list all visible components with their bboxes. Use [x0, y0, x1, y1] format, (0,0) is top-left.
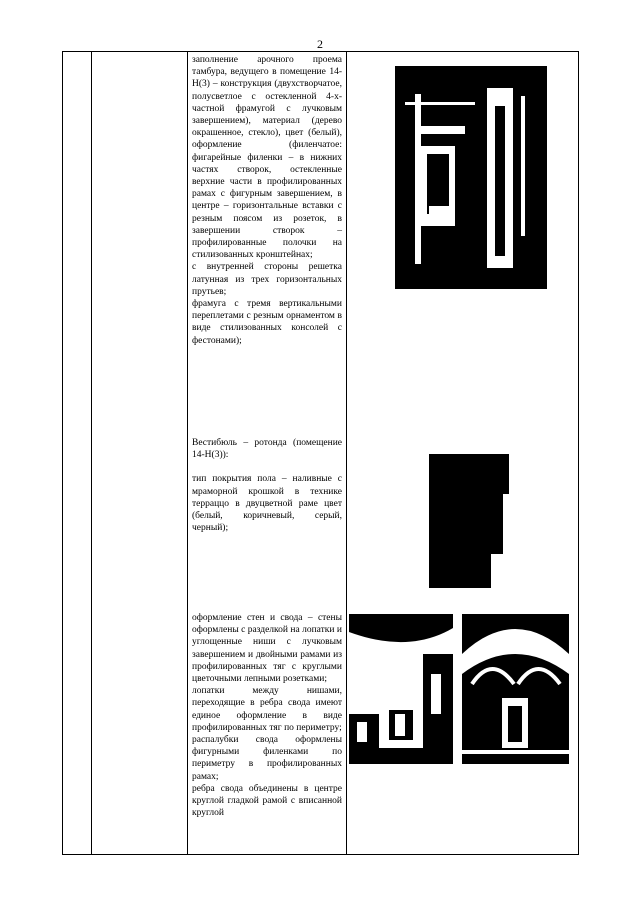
vault-photo-right: [462, 614, 569, 764]
paragraph: фрамуга с тремя вертикальными переплетами с резным орнаментом в виде стилизованных консолей с фестонами);: [192, 299, 342, 346]
floor-photo: [429, 454, 509, 588]
paragraph: лопатки между нишами, переходящие в ребра свода имеют единое оформление в виде профилированных тяг по периметру;: [192, 686, 342, 733]
table-column-divider: [91, 52, 92, 854]
table-column-divider: [187, 52, 188, 854]
walls-description: [192, 612, 342, 819]
paragraph: заполнение арочного проема тамбура, ведущего в помещение 14-Н(3) – конструкция (двухстворчатое, полусветлое с остекленной 4-х-частной фрамугой с лучковым завершением), материал (дерево окрашенное, стекло), цвет (белый), оформление (филенчатое: фигарейные филенки – в нижних частях створок, остекленные верхние части в профилированных рамах с фигурным завершением, в центре – горизонтальные вставки с резным поясом из розеток, в завершении створок – профилированные полочки на стилизованных кронштейнах;: [192, 55, 342, 261]
page-number: 2: [317, 37, 323, 51]
floor-description: тип покрытия пола – наливные с мраморной крошкой в технике терраццо в двуцветной раме цвет (белый, коричневый, серый, черный);: [192, 474, 342, 534]
vestibule-section: [192, 437, 342, 534]
section-title: Вестибюль – ротонда (помещение 14-Н(3)):: [192, 438, 342, 461]
vault-photo-left: [349, 614, 453, 764]
paragraph: с внутренней стороны решетка латунная из трех горизонтальных прутьев;: [192, 262, 342, 297]
paragraph: распалубки свода оформлены фигурными филенками по периметру в профилированных рамах;: [192, 735, 342, 782]
doorway-photo: [395, 66, 547, 289]
document-table: [62, 51, 579, 855]
paragraph: оформление стен и свода – стены оформлены с разделкой на лопатки и углощенные ниши с лучковым завершением и двойными рамами из профилированных тяг с круглыми цветочными лепными розетками;: [192, 613, 342, 685]
paragraph: ребра свода объединены в центре круглой гладкой рамой с вписанной круглой: [192, 783, 342, 819]
table-column-divider: [346, 52, 347, 854]
door-description: [192, 54, 342, 347]
